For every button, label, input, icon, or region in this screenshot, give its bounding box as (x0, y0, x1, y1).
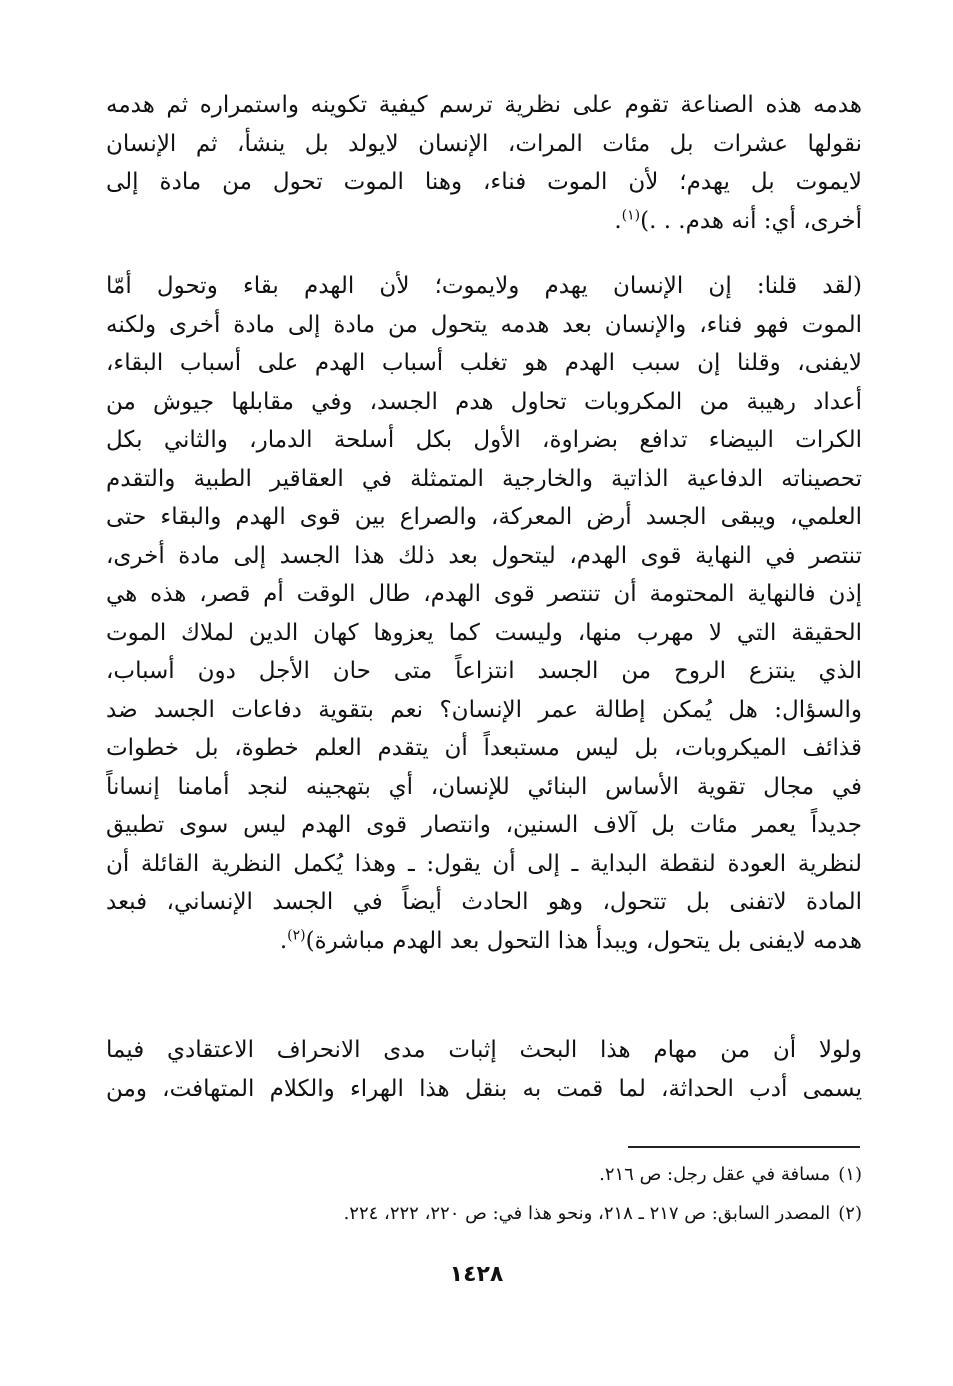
footnote-divider (628, 1146, 860, 1148)
sentence-end: . (614, 207, 622, 234)
text-line: لايموت بل يهدم؛ لأن الموت فناء، وهنا الموت تحول من مادة إلى (106, 169, 862, 195)
text-line: جديداً يعمر مئات بل آلاف السنين، وانتصار قوى الهدم ليس سوى تطبيق (106, 812, 862, 838)
text-line: ولولا أن من مهام هذا البحث إثبات مدى الانحراف الاعتقادي فيما (106, 1037, 862, 1063)
text-line: نقولها عشرات بل مئات المرات، الإنسان لايولد بل ينشأ، ثم الإنسان (106, 130, 862, 157)
text-line: إذن فالنهاية المحتومة أن تنتصر قوى الهدم، طال الوقت أم قصر، هذه هي (106, 581, 862, 607)
footnote-number: (٢) (838, 1203, 862, 1224)
text-line: المادة لاتفنى بل تتحول، وهو الحادث أيضاً في الجسد الإنساني، فبعد (106, 889, 862, 915)
footnote-number: (١) (838, 1164, 862, 1185)
text-line: قذائف الميكروبات، بل ليس مستبعداً أن يتقدم العلم خطوة، بل خطوات (106, 735, 862, 761)
text-line-content: هدمه لايفنى بل يتحول، ويبدأ هذا التحول بعد الهدم مباشرة) (305, 927, 862, 954)
text-line-last (106, 922, 862, 961)
text-line: في مجال تقوية الأساس البنائي للإنسان، أي بتهجينه لنجد أمامنا إنساناً (106, 773, 862, 800)
text-line: العلمي، ويبقى الجسد أرض المعركة، والصراع بين قوى الهدم والبقاء حتى (106, 504, 862, 530)
text-line: (لقد قلنا: إن الإنسان يهدم ولايموت؛ لأن الهدم بقاء وتحول أمّا (106, 273, 862, 299)
text-line: لنظرية العودة لنقطة البداية ـ إلى أن يقول: ـ وهذا يُكمل النظرية القائلة أن (106, 850, 862, 877)
text-line: أعداد رهيبة من المكروبات تحاول هدم الجسد، وفي مقابلها جيوش من (106, 388, 862, 415)
footnote-1 (106, 1155, 862, 1194)
text-line: يسمى أدب الحداثة، لما قمت به بنقل هذا الهراء والكلام المتهافت، ومن (106, 1075, 862, 1102)
text-line-content: أخرى، أي: أنه هدم. . .) (640, 207, 862, 234)
sentence-end: . (279, 927, 288, 954)
footnotes (106, 1155, 862, 1233)
text-line: هدمه هذه الصناعة تقوم على نظرية ترسم كيفية تكوينه واستمراره ثم هدمه (106, 92, 862, 118)
footnote-ref-1[interactable]: (١) (621, 206, 641, 223)
text-line: الحقيقة التي لا مهرب منها، وليست كما يعزوها كهان الدين لملاك الموت (106, 619, 862, 646)
page-number: ١٤٢٨ (449, 1262, 504, 1287)
footnote-ref-2[interactable]: (٢) (287, 926, 306, 943)
paragraph-1 (106, 86, 862, 240)
text-line: والسؤال: هل يُمكن إطالة عمر الإنسان؟ نعم بتقوية دفاعات الجسد ضد (106, 696, 862, 723)
text-line: تحصيناته الدفاعية الذاتية والخارجية المتمثلة في العقاقير الطبية والتقدم (106, 465, 862, 492)
text-line-last (106, 202, 862, 241)
text-line: الكرات البيضاء تدافع بضراوة، الأول بكل أسلحة الدمار، والثاني بكل (106, 427, 862, 453)
paragraph-3 (106, 1031, 862, 1108)
paragraph-2 (106, 267, 862, 960)
footnote-2 (106, 1194, 862, 1233)
footnote-text: المصدر السابق: ص ٢١٧ ـ ٢١٨، ونحو هذا في: ص ٢٢٠، ٢٢٢، ٢٢٤. (343, 1203, 831, 1224)
text-line: الذي ينتزع الروح من الجسد انتزاعاً متى حان الأجل دون أسباب، (106, 658, 862, 684)
text-line: لايفنى، وقلنا إن سبب الهدم هو تغلب أسباب الهدم على أسباب البقاء، (106, 350, 862, 376)
text-line: الموت فهو فناء، والإنسان بعد هدمه يتحول من مادة إلى مادة أخرى ولكنه (106, 311, 862, 338)
footnote-text: مسافة في عقل رجل: ص ٢١٦. (599, 1164, 831, 1185)
text-line: تنتصر في النهاية قوى الهدم، ليتحول بعد ذلك هذا الجسد إلى مادة أخرى، (106, 542, 862, 569)
